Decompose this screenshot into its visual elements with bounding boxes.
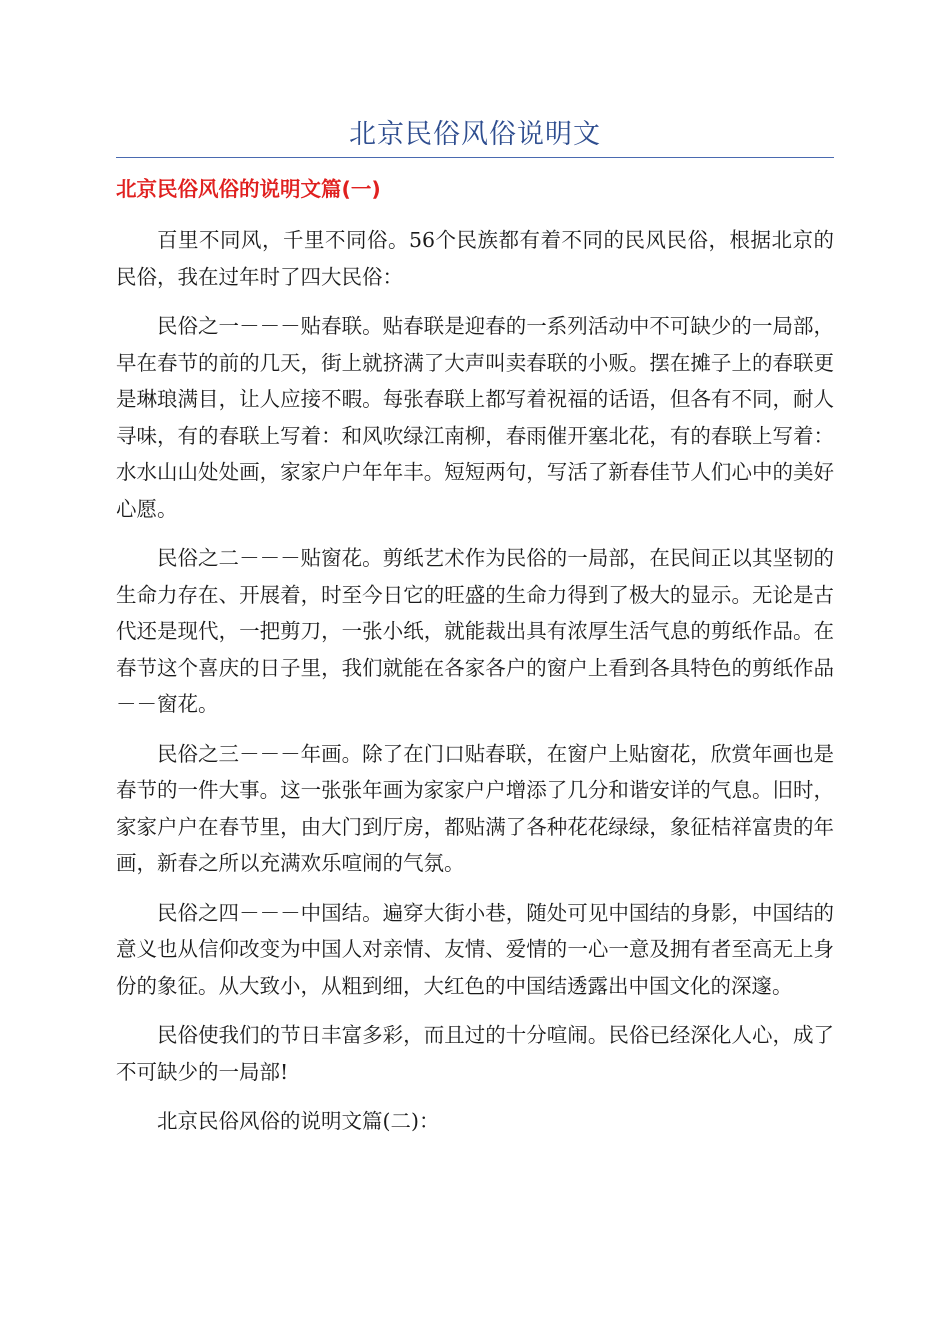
paragraph-conclusion: 民俗使我们的节日丰富多彩，而且过的十分喧闹。民俗已经深化人心，成了不可缺少的一局部! [116, 1023, 834, 1084]
title-underline [116, 157, 834, 158]
document-title: 北京民俗风俗说明文 [349, 119, 601, 150]
paragraph-next-section: 北京民俗风俗的说明文篇(二)： [157, 1109, 440, 1133]
paragraph-custom-4: 民俗之四－－－中国结。遍穿大街小巷，随处可见中国结的身影，中国结的意义也从信仰改变为中国人对亲情、友情、爱情的一心一意及拥有者至高无上身份的象征。从大致小，从粗到细，大红色的中国结透露出中国文化的深邃。 [116, 900, 834, 998]
section-heading: 北京民俗风俗的说明文篇(一) [116, 177, 381, 201]
paragraph-custom-1: 民俗之一－－－贴春联。贴春联是迎春的一系列活动中不可缺少的一局部，早在春节的前的几天，街上就挤满了大声叫卖春联的小贩。摆在摊子上的春联更是琳琅满目，让人应接不暇。每张春联上都写着祝福的话语，但各有不同，耐人寻味，有的春联上写着：和风吹绿江南柳，春雨催开塞北花，有的春联上写着：水水山山处处画，家家户户年年丰。短短两句，写活了新春佳节人们心中的美好心愿。 [116, 314, 834, 521]
paragraph-intro: 百里不同风，千里不同俗。56个民族都有着不同的民风民俗，根据北京的民俗，我在过年时了四大民俗： [116, 228, 834, 289]
paragraph-custom-2: 民俗之二－－－贴窗花。剪纸艺术作为民俗的一局部，在民间正以其坚韧的生命力存在、开展着，时至今日它的旺盛的生命力得到了极大的显示。无论是古代还是现代，一把剪刀，一张小纸，就能裁出具有浓厚生活气息的剪纸作品。在春节这个喜庆的日子里，我们就能在各家各户的窗户上看到各具特色的剪纸作品－－窗花。 [116, 546, 834, 716]
paragraph-custom-3: 民俗之三－－－年画。除了在门口贴春联，在窗户上贴窗花，欣赏年画也是春节的一件大事。这一张张年画为家家户户增添了几分和谐安详的气息。旧时，家家户户在春节里，由大门到厅房，都贴满了各种花花绿绿，象征桔祥富贵的年画，新春之所以充满欢乐喧闹的气氛。 [116, 741, 834, 875]
document-page [116, 112, 834, 1153]
